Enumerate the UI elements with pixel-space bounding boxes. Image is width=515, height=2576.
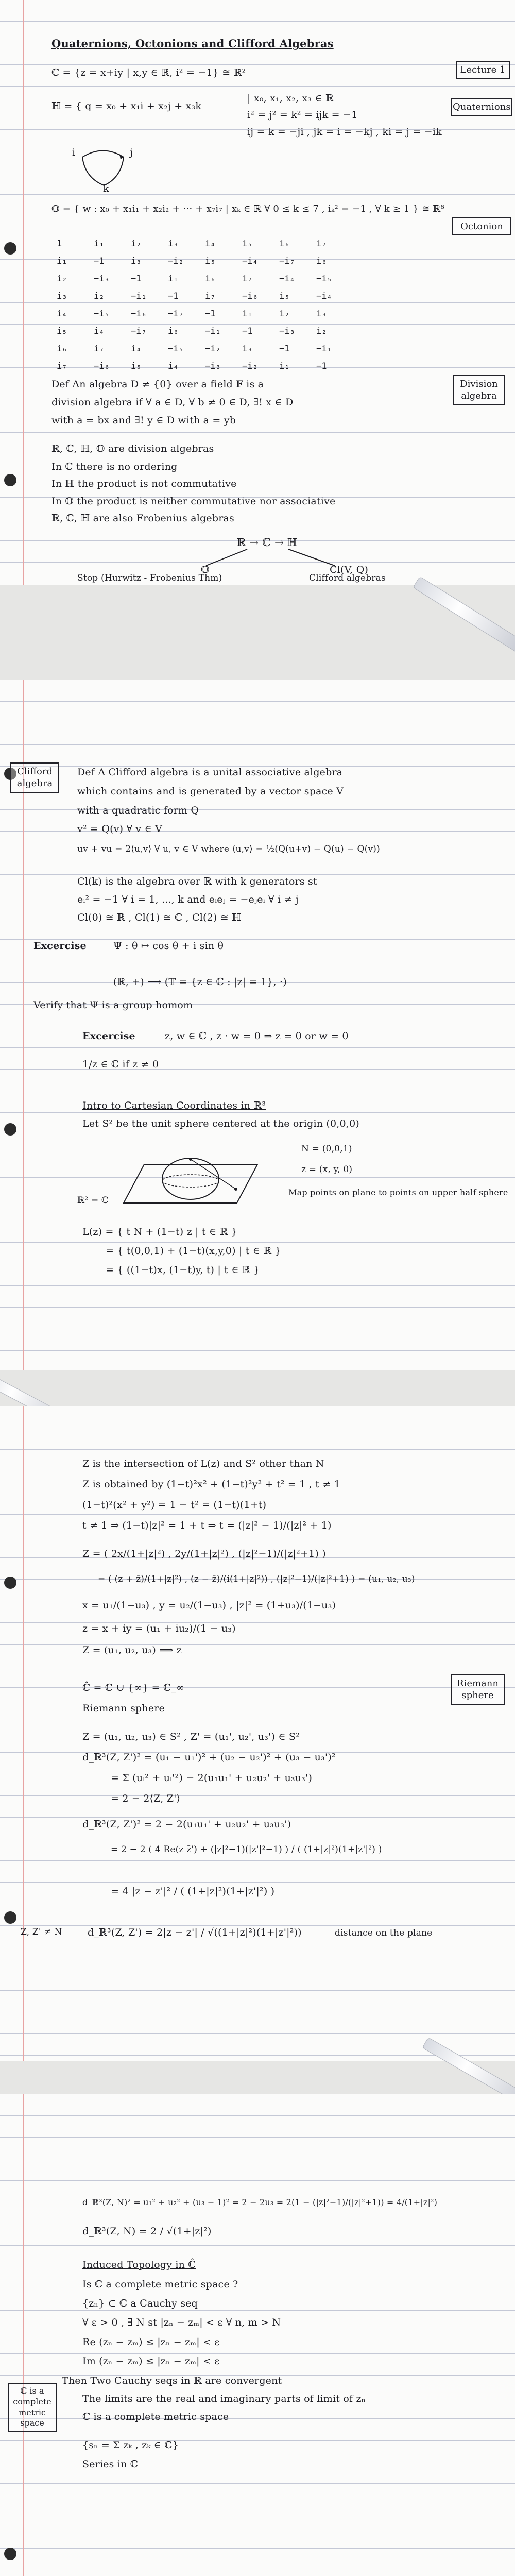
real-part-bound: Re (zₙ − zₘ) ≤ |zₙ − zₘ| < ε <box>82 2336 220 2348</box>
proof-line: Z = (u₁, u₂, u₃) ⟹ z <box>82 1645 182 1656</box>
binder-hole <box>4 1577 16 1589</box>
page-gap <box>0 2061 515 2094</box>
binder-hole <box>4 474 16 486</box>
cauchy-seq: {zₙ} ⊂ ℂ a Cauchy seq <box>82 2298 198 2309</box>
exercise-2-heading: Excercise <box>82 1030 135 1042</box>
note-line: ℝ, ℂ, ℍ, 𝕆 are division algebras <box>52 443 214 454</box>
imag-part-bound: Im (zₙ − zₘ) ≤ |zₙ − zₘ| < ε <box>82 2355 220 2367</box>
conclusion-3: ℂ is a complete metric space <box>82 2411 229 2422</box>
series-label: Series in ℂ <box>82 2459 139 2470</box>
margin-tag-lecture: Lecture 1 <box>456 61 510 79</box>
proof-line: = ( (z + z̄)/(1+|z|²) , (z − z̄)/(i(1+|z|²)) , (|z|²−1)/(|z|²+1) ) = (u₁, u₂, u₃) <box>98 1574 415 1584</box>
distance-line: = Σ (uᵢ² + uᵢ'²) − 2(u₁u₁' + u₂u₂' + u₃u₃') <box>111 1772 313 1784</box>
clifford-def-3: with a quadratic form Q <box>77 805 199 816</box>
line-through-points-1: L(z) = { t N + (1−t) z | t ∈ ℝ } <box>82 1226 237 1238</box>
cl-iso: Cl(0) ≅ ℝ , Cl(1) ≅ ℂ , Cl(2) ≅ ℍ <box>77 912 242 923</box>
cycle-label-k: k <box>103 183 109 194</box>
distance-line: = 2 − 2⟨Z, Z'⟩ <box>111 1793 181 1804</box>
chordal-distance: d_ℝ³(Z, Z') = 2|z − z'| / √((1+|z|²)(1+|z'|²)) <box>88 1927 302 1938</box>
notebook-page-3 <box>0 1406 515 2061</box>
distance-line: d_ℝ³(Z, Z')² = 2 − 2(u₁u₁' + u₂u₂' + u₃u₃') <box>82 1819 291 1830</box>
conclusion-1: Then Two Cauchy seqs in ℝ are convergent <box>62 2375 282 2386</box>
cycle-label-i: i <box>72 147 76 158</box>
exercise-1-heading: Excercise <box>33 940 87 952</box>
proof-line: Z = ( 2x/(1+|z|²) , 2y/(1+|z|²) , (|z|²−1)/(|z|²+1) ) <box>82 1548 326 1560</box>
line-through-points-2: = { t(0,0,1) + (1−t)(x,y,0) | t ∈ ℝ } <box>106 1245 281 1257</box>
table-row: i₄ −i₅ −i₆ −i₇ −1 i₁ i₂ i₃ <box>57 309 327 319</box>
cauchy-def: ∀ ε > 0 , ∃ N st |zₙ − zₘ| < ε ∀ n, m > N <box>82 2317 281 2328</box>
table-row: 1 i₁ i₂ i₃ i₄ i₅ i₆ i₇ <box>57 239 327 249</box>
north-distance-squared: d_ℝ³(Z, N)² = u₁² + u₂² + (u₃ − 1)² = 2 − 2u₃ = 2(1 − (|z|²−1)/(|z|²+1)) = 4/(1+|z|²) <box>82 2197 438 2207</box>
division-def-1: Def An algebra D ≠ {0} over a field 𝔽 is a <box>52 379 264 390</box>
table-row: i₅ i₄ −i₇ i₆ −i₁ −1 −i₃ i₂ <box>57 326 327 336</box>
completeness-question: Is ℂ a complete metric space ? <box>82 2279 238 2290</box>
quaternion-def-d: ij = k = −ji , jk = i = −kj , ki = j = −ik <box>247 126 442 138</box>
notebook-page-4 <box>0 2094 515 2576</box>
line-through-points-3: = { ((1−t)x, (1−t)y, t) | t ∈ ℝ } <box>106 1264 260 1276</box>
binder-hole <box>4 242 16 255</box>
margin-tag-clifford: Clifford algebra <box>10 762 59 793</box>
diagram-clifford: Cl(V, Q) <box>330 564 369 575</box>
exercise-1-map: Ψ : θ ↦ cos θ + i sin θ <box>113 940 224 952</box>
diagram-octonion: 𝕆 <box>201 564 210 575</box>
chordal-distance-note: distance on the plane <box>335 1928 433 1938</box>
projection-note: Map points on plane to points on upper half sphere <box>288 1188 508 1197</box>
table-row: i₂ −i₃ −1 i₁ i₆ i₇ −i₄ −i₅ <box>57 274 332 284</box>
induced-topology: Induced Topology in ℂ̂ <box>82 2259 196 2270</box>
clifford-def-5: uv + vu = 2⟨u,v⟩ ∀ u, v ∈ V where ⟨u,v⟩ = ½(Q(u+v) − Q(u) − Q(v)) <box>77 844 380 854</box>
proof-line: t ≠ 1 ⇒ (1−t)|z|² = 1 + t ⇒ t = (|z|² − 1)/(|z|² + 1) <box>82 1520 332 1531</box>
algebra-chain: ℝ → ℂ → ℍ <box>237 536 298 549</box>
proof-line: x = u₁/(1−u₃) , y = u₂/(1−u₃) , |z|² = (1+u₃)/(1−u₃) <box>82 1600 336 1611</box>
table-row: i₃ i₂ −i₁ −1 i₇ −i₆ i₅ −i₄ <box>57 291 332 301</box>
clifford-algebras-label: Clifford algebras <box>309 573 386 583</box>
note-line: ℝ, ℂ, ℍ are also Frobenius algebras <box>52 513 234 524</box>
complex-def: ℂ = {z = x+iy | x,y ∈ ℝ, i² = −1} ≅ ℝ² <box>52 67 246 78</box>
z-not-n-label: Z, Z' ≠ N <box>21 1927 62 1937</box>
distance-line: = 4 |z − z'|² / ( (1+|z|²)(1+|z'|²) ) <box>111 1886 275 1897</box>
division-def-2: division algebra if ∀ a ∈ D, ∀ b ≠ 0 ∈ D, ∃! x ∈ D <box>52 397 294 408</box>
exercise-2-statement: z, w ∈ ℂ , z · w = 0 ⇒ z = 0 or w = 0 <box>165 1030 349 1042</box>
margin-tag-quaternions: Quaternions <box>451 98 512 116</box>
proof-line: Z is the intersection of L(z) and S² other than N <box>82 1458 324 1469</box>
octonion-multiplication-table <box>57 235 438 375</box>
note-line: In 𝕆 the product is neither commutative nor associative <box>52 496 336 507</box>
table-row: i₇ −i₆ i₅ i₄ −i₃ −i₂ i₁ −1 <box>57 361 327 371</box>
cl-k-gen: eᵢ² = −1 ∀ i = 1, ..., k and eᵢeⱼ = −eⱼeᵢ ∀ i ≠ j <box>77 894 299 905</box>
division-def-3: with a = bx and ∃! y ∈ D with a = yb <box>52 415 236 426</box>
plane-point-label: z = (x, y, 0) <box>301 1164 353 1175</box>
clifford-def-4: v² = Q(v) ∀ v ∈ V <box>77 823 163 835</box>
stereographic-projection-diagram <box>118 1139 263 1211</box>
distance-line: d_ℝ³(Z, Z')² = (u₁ − u₁')² + (u₂ − u₂')² + (u₃ − u₃')² <box>82 1752 336 1763</box>
quaternion-def-a: ℍ = { q = x₀ + x₁i + x₂j + x₃k <box>52 100 202 112</box>
extended-plane: ℂ̂ = ℂ ∪ {∞} = ℂ_∞ <box>82 1682 185 1693</box>
riemann-sphere-text: Riemann sphere <box>82 1703 165 1714</box>
hurwitz-theorem: Stop (Hurwitz - Frobenius Thm) <box>77 573 222 583</box>
note-line: In ℂ there is no ordering <box>52 461 178 472</box>
quaternion-def-b: | x₀, x₁, x₂, x₃ ∈ ℝ <box>247 93 334 104</box>
north-distance: d_ℝ³(Z, N) = 2 / √(1+|z|²) <box>82 2226 212 2237</box>
note-line: In ℍ the product is not commutative <box>52 478 237 489</box>
plane-label: ℝ² = ℂ <box>77 1195 109 1206</box>
clifford-def-1: Def A Clifford algebra is a unital associative algebra <box>77 767 343 778</box>
margin-tag-octonion: Octonion <box>452 217 511 235</box>
distance-line: = 2 − 2 ( 4 Re(z z̄') + (|z|²−1)(|z'|²−1) ) / ( (1+|z|²)(1+|z'|²) ) <box>111 1844 382 1855</box>
table-row: i₆ i₇ i₄ −i₅ −i₂ i₃ −1 −i₁ <box>57 344 332 354</box>
exercise-1-verify: Verify that Ψ is a group homom <box>33 999 193 1011</box>
exercise-2-inverse: 1/z ∈ ℂ if z ≠ 0 <box>82 1059 159 1070</box>
margin-tag-complete: ℂ is a complete metric space <box>8 2383 57 2432</box>
table-row: i₁ −1 i₃ −i₂ i₅ −i₄ −i₇ i₆ <box>57 256 327 266</box>
distance-line: Z = (u₁, u₂, u₃) ∈ S² , Z' = (u₁', u₂', u₃') ∈ S² <box>82 1731 300 1742</box>
margin-tag-riemann: Riemann sphere <box>451 1674 505 1705</box>
clifford-def-2: which contains and is generated by a vector space V <box>77 786 344 797</box>
page-title: Quaternions, Octonions and Clifford Algebras <box>52 37 334 50</box>
cycle-label-j: j <box>130 147 133 158</box>
quaternion-def-c: i² = j² = k² = ijk = −1 <box>247 109 358 121</box>
octonion-def: 𝕆 = { w : x₀ + x₁i₁ + x₂i₂ + ··· + x₇i₇ | xₖ ∈ ℝ ∀ 0 ≤ k ≤ 7 , iₖ² = −1 , ∀ k ≥ 1 } ≅ ℝ⁸ <box>52 204 444 214</box>
proof-line: Z is obtained by (1−t)²x² + (1−t)²y² + t² = 1 , t ≠ 1 <box>82 1479 341 1490</box>
north-pole-label: N = (0,0,1) <box>301 1144 352 1154</box>
unit-sphere-def: Let S² be the unit sphere centered at the origin (0,0,0) <box>82 1118 359 1129</box>
proof-line: z = x + iy = (u₁ + iu₂)/(1 − u₃) <box>82 1623 236 1634</box>
notebook-page-1 <box>0 0 515 585</box>
binder-hole <box>4 1911 16 1924</box>
notebook-page-2 <box>0 680 515 1370</box>
exercise-1-groups: (ℝ, +) ⟶ (𝕋 = {z ∈ ℂ : |z| = 1}, ·) <box>113 976 287 988</box>
cartesian-intro: Intro to Cartesian Coordinates in ℝ³ <box>82 1100 266 1111</box>
page-gap <box>0 1370 515 1406</box>
binder-hole <box>4 1123 16 1136</box>
conclusion-2: The limits are the real and imaginary parts of limit of zₙ <box>82 2393 366 2404</box>
binder-hole <box>4 2548 16 2560</box>
proof-line: (1−t)²(x² + y²) = 1 − t² = (1−t)(1+t) <box>82 1499 267 1511</box>
cl-k-def: Cl(k) is the algebra over ℝ with k generators st <box>77 876 317 887</box>
series-def: {sₙ = Σ zₖ , zₖ ∈ ℂ} <box>82 2439 179 2451</box>
margin-tag-division-algebra: Division algebra <box>453 375 505 405</box>
